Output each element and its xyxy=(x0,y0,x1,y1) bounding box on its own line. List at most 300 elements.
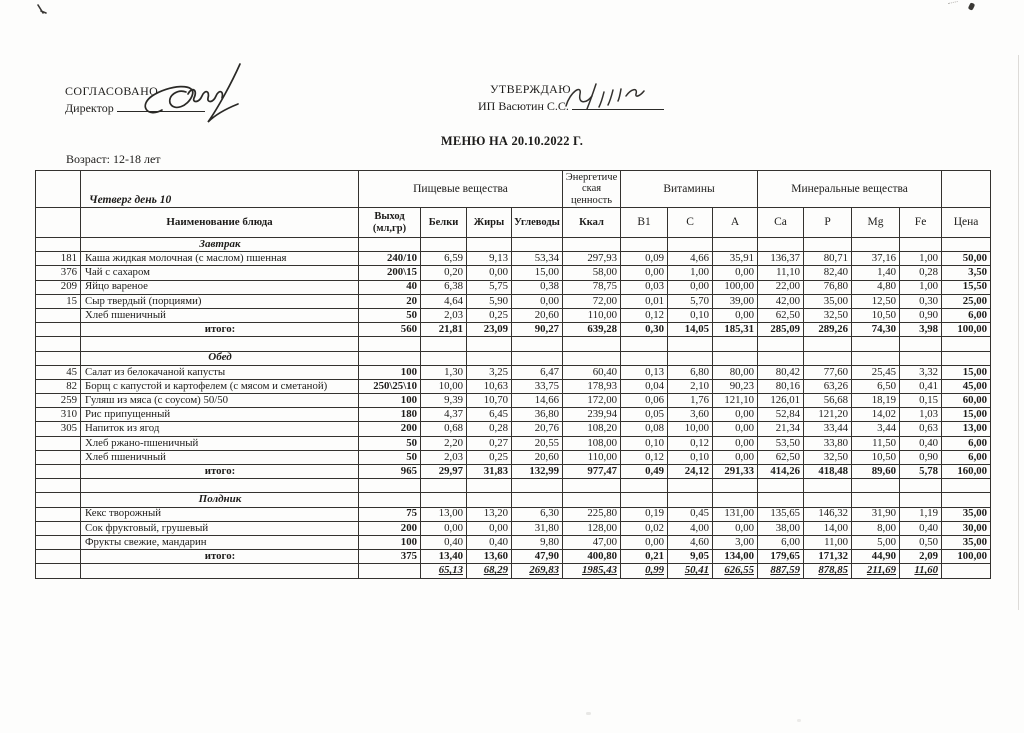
dish-row xyxy=(36,308,991,322)
cell-mg: 18,19 xyxy=(852,394,900,408)
cell-a: 90,23 xyxy=(713,379,758,393)
scan-artifact xyxy=(797,719,801,722)
cell-dish: Сыр твердый (порциями) xyxy=(81,294,359,308)
approval-agreed-block xyxy=(65,83,205,117)
cell-p xyxy=(804,479,852,493)
cell-c xyxy=(668,238,713,252)
cell-fe: 0,30 xyxy=(900,294,942,308)
table-body xyxy=(36,238,991,579)
cell-dish: Яйцо вареное xyxy=(81,280,359,294)
cell-fe xyxy=(900,351,942,365)
cell-a xyxy=(713,479,758,493)
cell-fat xyxy=(467,351,512,365)
cell-ca: 136,37 xyxy=(758,252,804,266)
cell-b1: 0,10 xyxy=(621,436,668,450)
cell-p: 56,68 xyxy=(804,394,852,408)
cell-protein xyxy=(421,493,467,507)
cell-num xyxy=(36,308,81,322)
cell-c: 0,10 xyxy=(668,308,713,322)
cell-price: 6,00 xyxy=(942,450,991,464)
cell-protein: 13,00 xyxy=(421,507,467,521)
cell-out: 50 xyxy=(359,436,421,450)
cell-carbs: 20,55 xyxy=(512,436,563,450)
cell-kcal: 128,00 xyxy=(563,521,621,535)
cell-mg xyxy=(852,479,900,493)
cell-carbs xyxy=(512,351,563,365)
cell-mg: 8,00 xyxy=(852,521,900,535)
cell-ca: 126,01 xyxy=(758,394,804,408)
cell-a: 0,00 xyxy=(713,436,758,450)
cell-num xyxy=(36,564,81,578)
cell-out: 250\25\10 xyxy=(359,379,421,393)
cell-b1: 0,00 xyxy=(621,535,668,549)
dish-row xyxy=(36,450,991,464)
cell-b1 xyxy=(621,479,668,493)
cell-mg xyxy=(852,337,900,351)
cell-out: 50 xyxy=(359,308,421,322)
signature-line xyxy=(117,100,205,112)
cell-ca: 42,00 xyxy=(758,294,804,308)
cell-p: 35,00 xyxy=(804,294,852,308)
cell-price: 25,00 xyxy=(942,294,991,308)
cell-p: 76,80 xyxy=(804,280,852,294)
cell-c xyxy=(668,493,713,507)
cell-dish: Борщ с капустой и картофелем (с мясом и сметаной) xyxy=(81,379,359,393)
cell-a: 134,00 xyxy=(713,550,758,564)
cell-fat: 0,00 xyxy=(467,521,512,535)
cell-fat: 0,25 xyxy=(467,308,512,322)
cell-p xyxy=(804,493,852,507)
cell-carbs: 47,90 xyxy=(512,550,563,564)
cell-fat: 3,25 xyxy=(467,365,512,379)
cell-b1: 0,13 xyxy=(621,365,668,379)
cell-price: 6,00 xyxy=(942,436,991,450)
section-header-row xyxy=(36,351,991,365)
cell-price: 35,00 xyxy=(942,507,991,521)
cell-ca: 11,10 xyxy=(758,266,804,280)
cell-a: 131,00 xyxy=(713,507,758,521)
cell-num xyxy=(36,465,81,479)
cell-kcal xyxy=(563,337,621,351)
cell-dish: итого: xyxy=(81,465,359,479)
cell-ca: 887,59 xyxy=(758,564,804,578)
cell-num xyxy=(36,479,81,493)
cell-p: 82,40 xyxy=(804,266,852,280)
cell-a: 0,00 xyxy=(713,450,758,464)
cell-dish: Обед xyxy=(81,351,359,365)
cell-num xyxy=(36,521,81,535)
cell-num: 82 xyxy=(36,379,81,393)
cell-b1: 0,02 xyxy=(621,521,668,535)
dish-row xyxy=(36,408,991,422)
cell-p: 14,00 xyxy=(804,521,852,535)
col-fat: Жиры xyxy=(467,208,512,238)
cell-fat: 0,00 xyxy=(467,266,512,280)
cell-a: 291,33 xyxy=(713,465,758,479)
cell-kcal xyxy=(563,493,621,507)
cell-kcal xyxy=(563,238,621,252)
cell-mg: 12,50 xyxy=(852,294,900,308)
scan-artifact xyxy=(586,712,591,715)
cell-fat: 5,90 xyxy=(467,294,512,308)
cell-fat: 5,75 xyxy=(467,280,512,294)
cell-dish xyxy=(81,564,359,578)
cell-a xyxy=(713,493,758,507)
cell-a xyxy=(713,351,758,365)
cell-dish: Хлеб ржано-пшеничный xyxy=(81,436,359,450)
dish-row xyxy=(36,379,991,393)
cell-fat: 9,13 xyxy=(467,252,512,266)
cell-price: 15,00 xyxy=(942,408,991,422)
cell-fe xyxy=(900,337,942,351)
scan-artifact xyxy=(968,2,975,10)
cell-b1 xyxy=(621,337,668,351)
cell-fat: 10,63 xyxy=(467,379,512,393)
cell-fe: 3,32 xyxy=(900,365,942,379)
cell-price: 13,00 xyxy=(942,422,991,436)
cell-a: 0,00 xyxy=(713,422,758,436)
cell-out xyxy=(359,351,421,365)
cell-ca xyxy=(758,493,804,507)
cell-price: 6,00 xyxy=(942,308,991,322)
cell-c: 6,80 xyxy=(668,365,713,379)
cell-dish: Каша жидкая молочная (с маслом) пшенная xyxy=(81,252,359,266)
cell-num xyxy=(36,238,81,252)
dish-row xyxy=(36,365,991,379)
col-price: Цена xyxy=(942,208,991,238)
cell-c: 2,10 xyxy=(668,379,713,393)
cell-c: 1,00 xyxy=(668,266,713,280)
cell-c: 5,70 xyxy=(668,294,713,308)
cell-dish: Сок фруктовый, грушевый xyxy=(81,521,359,535)
cell-price: 30,00 xyxy=(942,521,991,535)
cell-c: 14,05 xyxy=(668,323,713,337)
cell-b1: 0,04 xyxy=(621,379,668,393)
section-header-row xyxy=(36,493,991,507)
cell-price: 3,50 xyxy=(942,266,991,280)
cell-c: 0,12 xyxy=(668,436,713,450)
cell-carbs: 53,34 xyxy=(512,252,563,266)
cell-c: 4,60 xyxy=(668,535,713,549)
cell-mg: 211,69 xyxy=(852,564,900,578)
cell-b1: 0,49 xyxy=(621,465,668,479)
section-header-row xyxy=(36,238,991,252)
cell-dish: Кекс творожный xyxy=(81,507,359,521)
separator-row xyxy=(36,479,991,493)
cell-protein: 6,59 xyxy=(421,252,467,266)
cell-protein: 1,30 xyxy=(421,365,467,379)
cell-a: 626,55 xyxy=(713,564,758,578)
cell-p: 121,20 xyxy=(804,408,852,422)
cell-fe xyxy=(900,479,942,493)
cell-out: 100 xyxy=(359,535,421,549)
cell-price: 50,00 xyxy=(942,252,991,266)
cell-fe: 3,98 xyxy=(900,323,942,337)
cell-fat: 6,45 xyxy=(467,408,512,422)
cell-mg: 14,02 xyxy=(852,408,900,422)
col-carbs: Углеводы xyxy=(512,208,563,238)
cell-num: 305 xyxy=(36,422,81,436)
approval-agreed-title: СОГЛАСОВАНО xyxy=(65,84,159,98)
col-protein: Белки xyxy=(421,208,467,238)
cell-protein xyxy=(421,351,467,365)
cell-p: 63,26 xyxy=(804,379,852,393)
cell-c: 4,66 xyxy=(668,252,713,266)
cell-dish: Хлеб пшеничный xyxy=(81,308,359,322)
cell-fat: 0,25 xyxy=(467,450,512,464)
cell-fat xyxy=(467,337,512,351)
cell-empty xyxy=(36,208,81,238)
cell-num: 259 xyxy=(36,394,81,408)
cell-carbs xyxy=(512,238,563,252)
cell-protein: 2,03 xyxy=(421,308,467,322)
cell-num: 376 xyxy=(36,266,81,280)
cell-price: 15,50 xyxy=(942,280,991,294)
cell-kcal xyxy=(563,479,621,493)
approval-approved-block xyxy=(478,81,664,115)
col-out: Выход (мл,гр) xyxy=(359,208,421,238)
cell-num xyxy=(36,436,81,450)
cell-price xyxy=(942,337,991,351)
cell-fe: 0,40 xyxy=(900,521,942,535)
cell-dish: итого: xyxy=(81,323,359,337)
cell-carbs: 9,80 xyxy=(512,535,563,549)
cell-fe: 0,63 xyxy=(900,422,942,436)
separator-row xyxy=(36,337,991,351)
col-fe: Fe xyxy=(900,208,942,238)
cell-a: 0,00 xyxy=(713,266,758,280)
cell-out: 965 xyxy=(359,465,421,479)
col-ca: Са xyxy=(758,208,804,238)
cell-kcal: 639,28 xyxy=(563,323,621,337)
cell-price xyxy=(942,564,991,578)
cell-b1: 0,08 xyxy=(621,422,668,436)
cell-price: 35,00 xyxy=(942,535,991,549)
cell-p xyxy=(804,238,852,252)
col-c: С xyxy=(668,208,713,238)
group-vitamins: Витамины xyxy=(621,171,758,208)
cell-ca: 80,16 xyxy=(758,379,804,393)
cell-ca: 53,50 xyxy=(758,436,804,450)
cell-carbs: 36,80 xyxy=(512,408,563,422)
cell-dish: Завтрак xyxy=(81,238,359,252)
cell-mg xyxy=(852,351,900,365)
cell-kcal: 72,00 xyxy=(563,294,621,308)
cell-out: 560 xyxy=(359,323,421,337)
cell-c: 24,12 xyxy=(668,465,713,479)
cell-c xyxy=(668,351,713,365)
cell-carbs: 132,99 xyxy=(512,465,563,479)
approval-agreed-role: Директор xyxy=(65,100,205,117)
cell-protein xyxy=(421,238,467,252)
cell-price xyxy=(942,238,991,252)
cell-b1: 0,21 xyxy=(621,550,668,564)
cell-fe: 1,00 xyxy=(900,280,942,294)
cell-b1: 0,30 xyxy=(621,323,668,337)
cell-mg: 31,90 xyxy=(852,507,900,521)
cell-a: 3,00 xyxy=(713,535,758,549)
cell-a: 185,31 xyxy=(713,323,758,337)
cell-c: 0,45 xyxy=(668,507,713,521)
cell-b1: 0,01 xyxy=(621,294,668,308)
dish-row xyxy=(36,252,991,266)
cell-kcal: 110,00 xyxy=(563,450,621,464)
cell-kcal: 225,80 xyxy=(563,507,621,521)
cell-num: 15 xyxy=(36,294,81,308)
cell-out xyxy=(359,479,421,493)
cell-p: 32,50 xyxy=(804,308,852,322)
cell-out xyxy=(359,493,421,507)
cell-a: 80,00 xyxy=(713,365,758,379)
cell-protein: 2,03 xyxy=(421,450,467,464)
cell-kcal: 1985,43 xyxy=(563,564,621,578)
cell-carbs: 6,30 xyxy=(512,507,563,521)
dish-row xyxy=(36,266,991,280)
cell-fe: 1,19 xyxy=(900,507,942,521)
group-minerals: Минеральные вещества xyxy=(758,171,942,208)
approval-approved-role: ИП Васютин С.С. xyxy=(478,98,664,115)
cell-kcal: 108,20 xyxy=(563,422,621,436)
dish-row xyxy=(36,280,991,294)
cell-ca xyxy=(758,351,804,365)
cell-kcal: 58,00 xyxy=(563,266,621,280)
cell-b1: 0,12 xyxy=(621,450,668,464)
cell-ca: 414,26 xyxy=(758,465,804,479)
cell-dish: Чай с сахаром xyxy=(81,266,359,280)
cell-mg: 89,60 xyxy=(852,465,900,479)
cell-kcal: 110,00 xyxy=(563,308,621,322)
cell-price: 100,00 xyxy=(942,323,991,337)
cell-num: 45 xyxy=(36,365,81,379)
cell-b1: 0,03 xyxy=(621,280,668,294)
cell-dish xyxy=(81,479,359,493)
cell-a: 39,00 xyxy=(713,294,758,308)
dish-row xyxy=(36,507,991,521)
cell-out: 240/10 xyxy=(359,252,421,266)
cell-fat: 23,09 xyxy=(467,323,512,337)
cell-out: 375 xyxy=(359,550,421,564)
cell-protein: 0,20 xyxy=(421,266,467,280)
cell-fe: 0,90 xyxy=(900,450,942,464)
cell-fat: 13,60 xyxy=(467,550,512,564)
cell-kcal: 172,00 xyxy=(563,394,621,408)
table-header xyxy=(36,171,991,238)
cell-carbs: 6,47 xyxy=(512,365,563,379)
cell-p: 289,26 xyxy=(804,323,852,337)
cell-price: 100,00 xyxy=(942,550,991,564)
cell-p: 80,71 xyxy=(804,252,852,266)
col-b1: В1 xyxy=(621,208,668,238)
group-header-row xyxy=(36,171,991,208)
cell-price: 45,00 xyxy=(942,379,991,393)
cell-protein: 21,81 xyxy=(421,323,467,337)
cell-kcal: 78,75 xyxy=(563,280,621,294)
cell-fe xyxy=(900,238,942,252)
cell-p: 33,80 xyxy=(804,436,852,450)
cell-protein: 13,40 xyxy=(421,550,467,564)
cell-carbs: 20,60 xyxy=(512,308,563,322)
cell-p: 32,50 xyxy=(804,450,852,464)
cell-kcal: 60,40 xyxy=(563,365,621,379)
cell-carbs xyxy=(512,479,563,493)
cell-b1: 0,12 xyxy=(621,308,668,322)
cell-out: 100 xyxy=(359,394,421,408)
cell-a xyxy=(713,337,758,351)
cell-ca: 6,00 xyxy=(758,535,804,549)
cell-protein: 0,40 xyxy=(421,535,467,549)
cell-out: 200 xyxy=(359,521,421,535)
cell-mg: 74,30 xyxy=(852,323,900,337)
cell-carbs: 0,38 xyxy=(512,280,563,294)
cell-carbs: 20,60 xyxy=(512,450,563,464)
dish-row xyxy=(36,436,991,450)
dish-row xyxy=(36,294,991,308)
cell-num: 181 xyxy=(36,252,81,266)
cell-protein: 65,13 xyxy=(421,564,467,578)
cell-b1: 0,06 xyxy=(621,394,668,408)
cell-kcal: 178,93 xyxy=(563,379,621,393)
cell-fat xyxy=(467,238,512,252)
cell-out: 100 xyxy=(359,365,421,379)
cell-fe: 1,03 xyxy=(900,408,942,422)
cell-dish: Салат из белокачаной капусты xyxy=(81,365,359,379)
cell-a: 0,00 xyxy=(713,521,758,535)
cell-c: 50,41 xyxy=(668,564,713,578)
cell-dish: Рис припущенный xyxy=(81,408,359,422)
cell-price xyxy=(942,493,991,507)
group-energy-value: Энергетическая ценность xyxy=(563,171,621,208)
cell-out: 40 xyxy=(359,280,421,294)
cell-fat: 0,28 xyxy=(467,422,512,436)
cell-mg: 3,44 xyxy=(852,422,900,436)
cell-p: 33,44 xyxy=(804,422,852,436)
cell-protein xyxy=(421,479,467,493)
cell-c xyxy=(668,479,713,493)
cell-ca: 22,00 xyxy=(758,280,804,294)
cell-carbs: 269,83 xyxy=(512,564,563,578)
cell-fe: 5,78 xyxy=(900,465,942,479)
cell-fat xyxy=(467,493,512,507)
cell-p xyxy=(804,337,852,351)
section-total-row xyxy=(36,323,991,337)
page-title: МЕНЮ НА 20.10.2022 Г. xyxy=(440,134,584,148)
cell-fe: 0,15 xyxy=(900,394,942,408)
cell-protein: 10,00 xyxy=(421,379,467,393)
cell-b1: 0,05 xyxy=(621,408,668,422)
cell-b1 xyxy=(621,351,668,365)
cell-num xyxy=(36,337,81,351)
cell-ca: 62,50 xyxy=(758,450,804,464)
cell-protein xyxy=(421,337,467,351)
cell-ca: 38,00 xyxy=(758,521,804,535)
cell-c: 1,76 xyxy=(668,394,713,408)
cell-mg: 37,16 xyxy=(852,252,900,266)
cell-p xyxy=(804,351,852,365)
cell-out xyxy=(359,564,421,578)
cell-carbs: 90,27 xyxy=(512,323,563,337)
cell-fe xyxy=(900,493,942,507)
cell-mg: 10,50 xyxy=(852,308,900,322)
cell-fe: 0,28 xyxy=(900,266,942,280)
cell-price xyxy=(942,479,991,493)
cell-c: 0,00 xyxy=(668,280,713,294)
cell-ca: 135,65 xyxy=(758,507,804,521)
approval-approved-title: УТВЕРЖДАЮ xyxy=(490,82,571,96)
cell-p: 11,00 xyxy=(804,535,852,549)
dish-row xyxy=(36,535,991,549)
cell-p: 146,32 xyxy=(804,507,852,521)
cell-price: 60,00 xyxy=(942,394,991,408)
